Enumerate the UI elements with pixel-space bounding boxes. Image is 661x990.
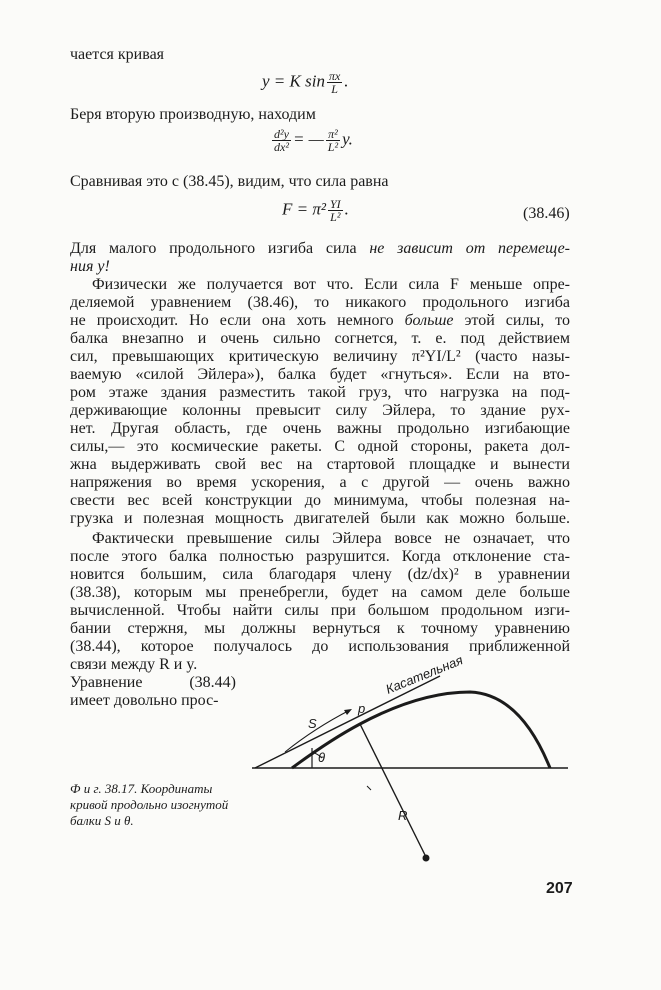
s-arrow-head — [344, 709, 352, 715]
text-line: Для малого продольного изгиба сила не зависит от перемеще- — [70, 240, 571, 257]
text-line: Уравнение (38.44) — [70, 674, 236, 691]
text-line: напряжения во время ускорения, а с другой — очень важно — [70, 474, 570, 491]
center-point — [423, 855, 430, 862]
eq1-num: πx — [328, 69, 341, 83]
s-label: S — [308, 716, 317, 731]
s-arrow — [285, 710, 350, 752]
eq3-den: L² — [330, 210, 341, 224]
figure-caption: Ф и г. 38.17. Координаты кривой продольно изогнутой балки S и θ. — [70, 781, 229, 828]
eq2-num2: π² — [326, 128, 340, 141]
text-line: Физически же получается вот что. Если сила F меньше опре- — [92, 276, 570, 293]
text-line: не происходит. Но если она хоть немного больше этой силы, то — [70, 312, 571, 329]
eq3-num: YI — [329, 197, 341, 211]
text-line: балка внезапно и очень сильно согнется, т. е. под действием — [70, 330, 570, 347]
text-line: после этого балка полностью разрушится. Когда отклонение ста- — [70, 548, 570, 565]
text-line: свести вес всей конструкции до минимума, чтобы полезная на- — [70, 492, 570, 509]
eq1-lhs: y = K sin — [262, 71, 325, 91]
text-line: (38.38), которым мы пренебрегли, будет на самом деле больше — [70, 584, 570, 601]
text-line: силы,— это космические ракеты. С одной стороны, ракета дол- — [70, 438, 570, 455]
text-line: Фактически превышение силы Эйлера вовсе не означает, что — [92, 530, 570, 547]
tangent-label: Касательная — [383, 652, 465, 697]
page-number: 207 — [546, 880, 573, 897]
text-line: имеет довольно прос- — [70, 692, 219, 709]
theta-label: θ — [318, 750, 326, 765]
eq3-lhs: F = π² — [282, 199, 326, 219]
eq2-mid: = — — [292, 129, 324, 149]
radius-line — [360, 724, 426, 857]
text-line: сил, превышающих критическую величину π²YI/L² (часто назы- — [70, 348, 570, 365]
text-line: (38.44), которое получалось до использования приближенной — [70, 638, 570, 655]
text-line: связи между R и y. — [70, 656, 198, 673]
intro-line: чается кривая — [70, 46, 165, 63]
eq1-den: L — [331, 82, 338, 96]
tick-mark — [367, 786, 371, 790]
eq2-tail: y. — [342, 129, 353, 149]
text-line: жна выдерживать свой вес на стартовой площадке и вынести — [70, 456, 570, 473]
eq3-tail: . — [344, 199, 349, 219]
eq2-den1: dx² — [274, 140, 289, 154]
text-line: грузка и полезная мощность двигателей были как можно больше. — [70, 510, 570, 527]
text-line: нет. Другая область, где очень важны продольно изгибающие — [70, 420, 570, 437]
p-label: p — [358, 701, 366, 716]
equation-number: (38.46) — [523, 205, 570, 222]
eq2-num1: d²y — [274, 127, 289, 141]
text-line: вычисленной. Чтобы найти силы при большом продольном изги- — [70, 602, 570, 619]
text-line: ния y! — [70, 258, 110, 275]
eq1-tail: . — [344, 71, 349, 91]
text-line: бании стержня, мы должны вернуться к точному уравнению — [70, 620, 570, 637]
text-line: держивающие колонны превысит силу Эйлера, то здание рух- — [70, 402, 570, 419]
compare-line: Сравнивая это с (38.45), видим, что сила равна — [70, 173, 389, 190]
text-line: ром этаже здания разместить такой груз, что нагрузка на под- — [70, 384, 570, 401]
deriv-line: Беря вторую производную, находим — [70, 106, 316, 123]
text-line: деляемой уравнением (38.46), то никакого продольного изгиба — [70, 294, 570, 311]
text-line: новится большим, сила благодаря члену (dz/dx)² в уравнении — [70, 566, 570, 583]
r-label: R — [398, 808, 408, 823]
text-line: ваемую «силой Эйлера»), балка будет «гнуться». Если на вто- — [70, 366, 570, 383]
eq2-den2: L² — [327, 140, 339, 154]
tangent-line — [255, 676, 440, 768]
